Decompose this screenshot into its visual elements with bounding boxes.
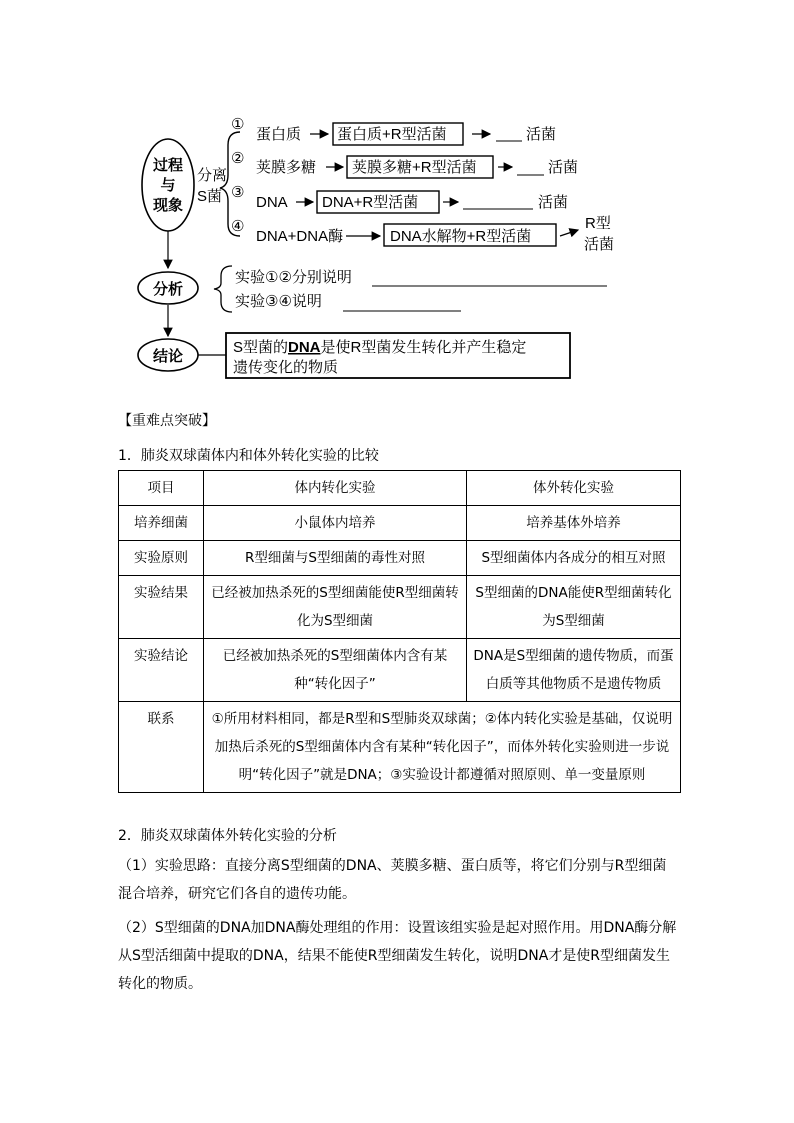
branch-4-source: DNA+DNA酶 bbox=[256, 228, 344, 245]
table-cell: 培养基体外培养 bbox=[467, 506, 681, 541]
table-cell: DNA是S型细菌的遗传物质，而蛋白质等其他物质不是遗传物质 bbox=[467, 639, 681, 702]
table-cell: S型细菌的DNA能使R型细菌转化为S型细菌 bbox=[467, 576, 681, 639]
branch-4-result-2: 活菌 bbox=[584, 236, 615, 253]
table-cell: R型细菌与S型细菌的毒性对照 bbox=[204, 541, 467, 576]
analysis-brace bbox=[214, 266, 232, 312]
table-row bbox=[119, 576, 681, 639]
table-cell: 实验结论 bbox=[119, 639, 204, 702]
branch-4-result-1: R型 bbox=[585, 215, 611, 232]
table-header: 体外转化实验 bbox=[467, 471, 681, 506]
separate-label-2: S菌 bbox=[197, 188, 223, 205]
process-line-1: 过程 bbox=[152, 157, 184, 174]
section-title: 【重难点突破】 bbox=[118, 413, 216, 429]
process-line-2: 与 bbox=[160, 177, 176, 194]
conclusion-line-1: S型菌的DNA是使R型菌发生转化并产生稳定 bbox=[233, 339, 527, 356]
table-row bbox=[119, 541, 681, 576]
table-header: 项目 bbox=[119, 471, 204, 506]
heading-2: 2．肺炎双球菌体外转化实验的分析 bbox=[118, 828, 337, 844]
conclusion-line-2: 遗传变化的物质 bbox=[233, 359, 339, 376]
branch-2-box-text: 荚膜多糖+R型活菌 bbox=[352, 159, 477, 176]
paragraph-1: （1）实验思路：直接分离S型细菌的DNA、荚膜多糖、蛋白质等，将它们分别与R型细菌混合培养，研究它们各自的遗传功能。 bbox=[118, 858, 667, 902]
table-row bbox=[119, 639, 681, 702]
branch-4-num: ④ bbox=[231, 218, 245, 235]
branch-2-result: 活菌 bbox=[548, 159, 579, 176]
analysis-label: 分析 bbox=[152, 281, 184, 298]
conclusion-dna: DNA bbox=[288, 339, 321, 356]
table-cell: 实验原则 bbox=[119, 541, 204, 576]
table-row bbox=[119, 506, 681, 541]
branch-3-result: 活菌 bbox=[538, 194, 569, 211]
branch-1-num: ① bbox=[231, 116, 245, 133]
branch-2-num: ② bbox=[231, 150, 245, 167]
table-cell: 已经被加热杀死的S型细菌能使R型细菌转化为S型细菌 bbox=[204, 576, 467, 639]
analysis-line-2: 实验③④说明 bbox=[235, 293, 322, 310]
table-cell: 培养细菌 bbox=[119, 506, 204, 541]
comparison-table bbox=[118, 470, 681, 793]
branch-1-source: 蛋白质 bbox=[256, 126, 302, 143]
heading-1: 1．肺炎双球菌体内和体外转化实验的比较 bbox=[118, 448, 379, 464]
branch-3-source: DNA bbox=[256, 194, 288, 211]
table-cell: 已经被加热杀死的S型细菌体内含有某种“转化因子” bbox=[204, 639, 467, 702]
table-cell: S型细菌体内各成分的相互对照 bbox=[467, 541, 681, 576]
paragraph-2: （2）S型细菌的DNA加DNA酶处理组的作用：设置该组实验是起对照作用。用DNA酶分解从S型活细菌中提取的DNA，结果不能使R型细菌发生转化，说明DNA才是使R型细菌发生转化的物质。 bbox=[118, 920, 677, 992]
table-row bbox=[119, 702, 681, 793]
table-cell: 实验结果 bbox=[119, 576, 204, 639]
branch-1-box-text: 蛋白质+R型活菌 bbox=[337, 126, 447, 143]
separate-label-1: 分离 bbox=[197, 167, 228, 184]
branch-3-box-text: DNA+R型活菌 bbox=[322, 194, 419, 211]
table-cell: 联系 bbox=[119, 702, 204, 793]
branch-3-num: ③ bbox=[231, 184, 245, 201]
branch-1-result: 活菌 bbox=[526, 126, 557, 143]
branch-2-source: 荚膜多糖 bbox=[256, 159, 317, 176]
experiment-diagram bbox=[0, 0, 794, 400]
branch-4-box-text: DNA水解物+R型活菌 bbox=[390, 228, 532, 245]
table-cell: 小鼠体内培养 bbox=[204, 506, 467, 541]
process-line-3: 现象 bbox=[152, 197, 184, 214]
table-cell: ①所用材料相同，都是R型和S型肺炎双球菌；②体内转化实验是基础，仅说明加热后杀死的S型细菌体内含有某种“转化因子”，而体外转化实验则进一步说明“转化因子”就是DNA；③实验设计都遵循对照原则、单一变量原则 bbox=[204, 702, 681, 793]
table-header-row bbox=[119, 471, 681, 506]
conclusion-label: 结论 bbox=[152, 348, 184, 365]
table-header: 体内转化实验 bbox=[204, 471, 467, 506]
analysis-line-1: 实验①②分别说明 bbox=[235, 269, 352, 286]
